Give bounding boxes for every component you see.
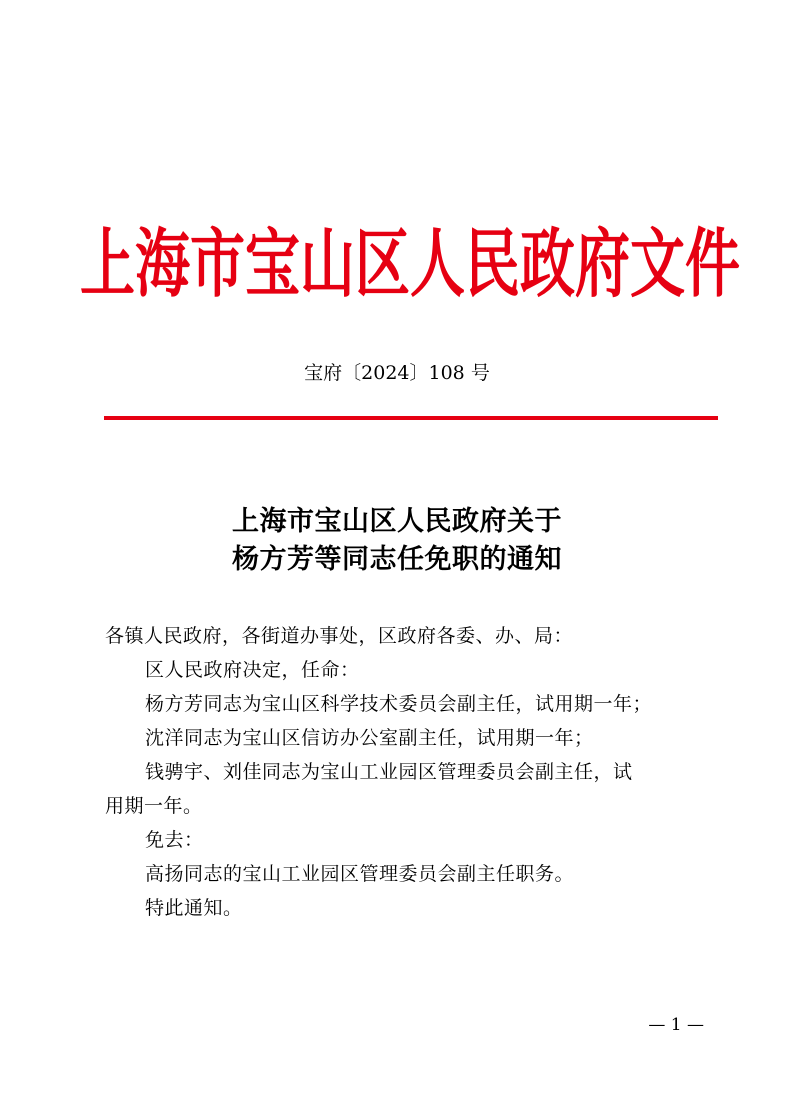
title-line-1: 上海市宝山区人民政府关于 [232,506,562,537]
appointment-item: 钱骋宇、刘佳同志为宝山工业园区管理委员会副主任，试 [145,761,633,783]
closing-statement: 特此通知。 [145,897,243,919]
decision-statement: 区人民政府决定，任命： [145,659,360,681]
red-divider-line [104,416,718,420]
salutation: 各镇人民政府，各街道办事处，区政府各委、办、局： [105,625,574,647]
document-title [0,503,794,579]
document-number: 宝府〔2024〕108 号 [304,362,490,384]
removal-heading: 免去： [145,829,204,851]
title-line-2: 杨方芳等同志任免职的通知 [232,544,562,575]
appointment-item-continuation: 用期一年。 [105,795,203,817]
appointment-item: 沈洋同志为宝山区信访办公室副主任，试用期一年； [145,727,594,749]
masthead [80,216,741,312]
issuer-title: 上海市宝山区人民政府文件 [80,220,741,307]
page-number: — 1 — [648,1015,704,1035]
document-body [105,619,705,925]
appointment-item: 杨方芳同志为宝山区科学技术委员会副主任，试用期一年； [145,693,653,715]
removal-item: 高扬同志的宝山工业园区管理委员会副主任职务。 [145,863,575,885]
